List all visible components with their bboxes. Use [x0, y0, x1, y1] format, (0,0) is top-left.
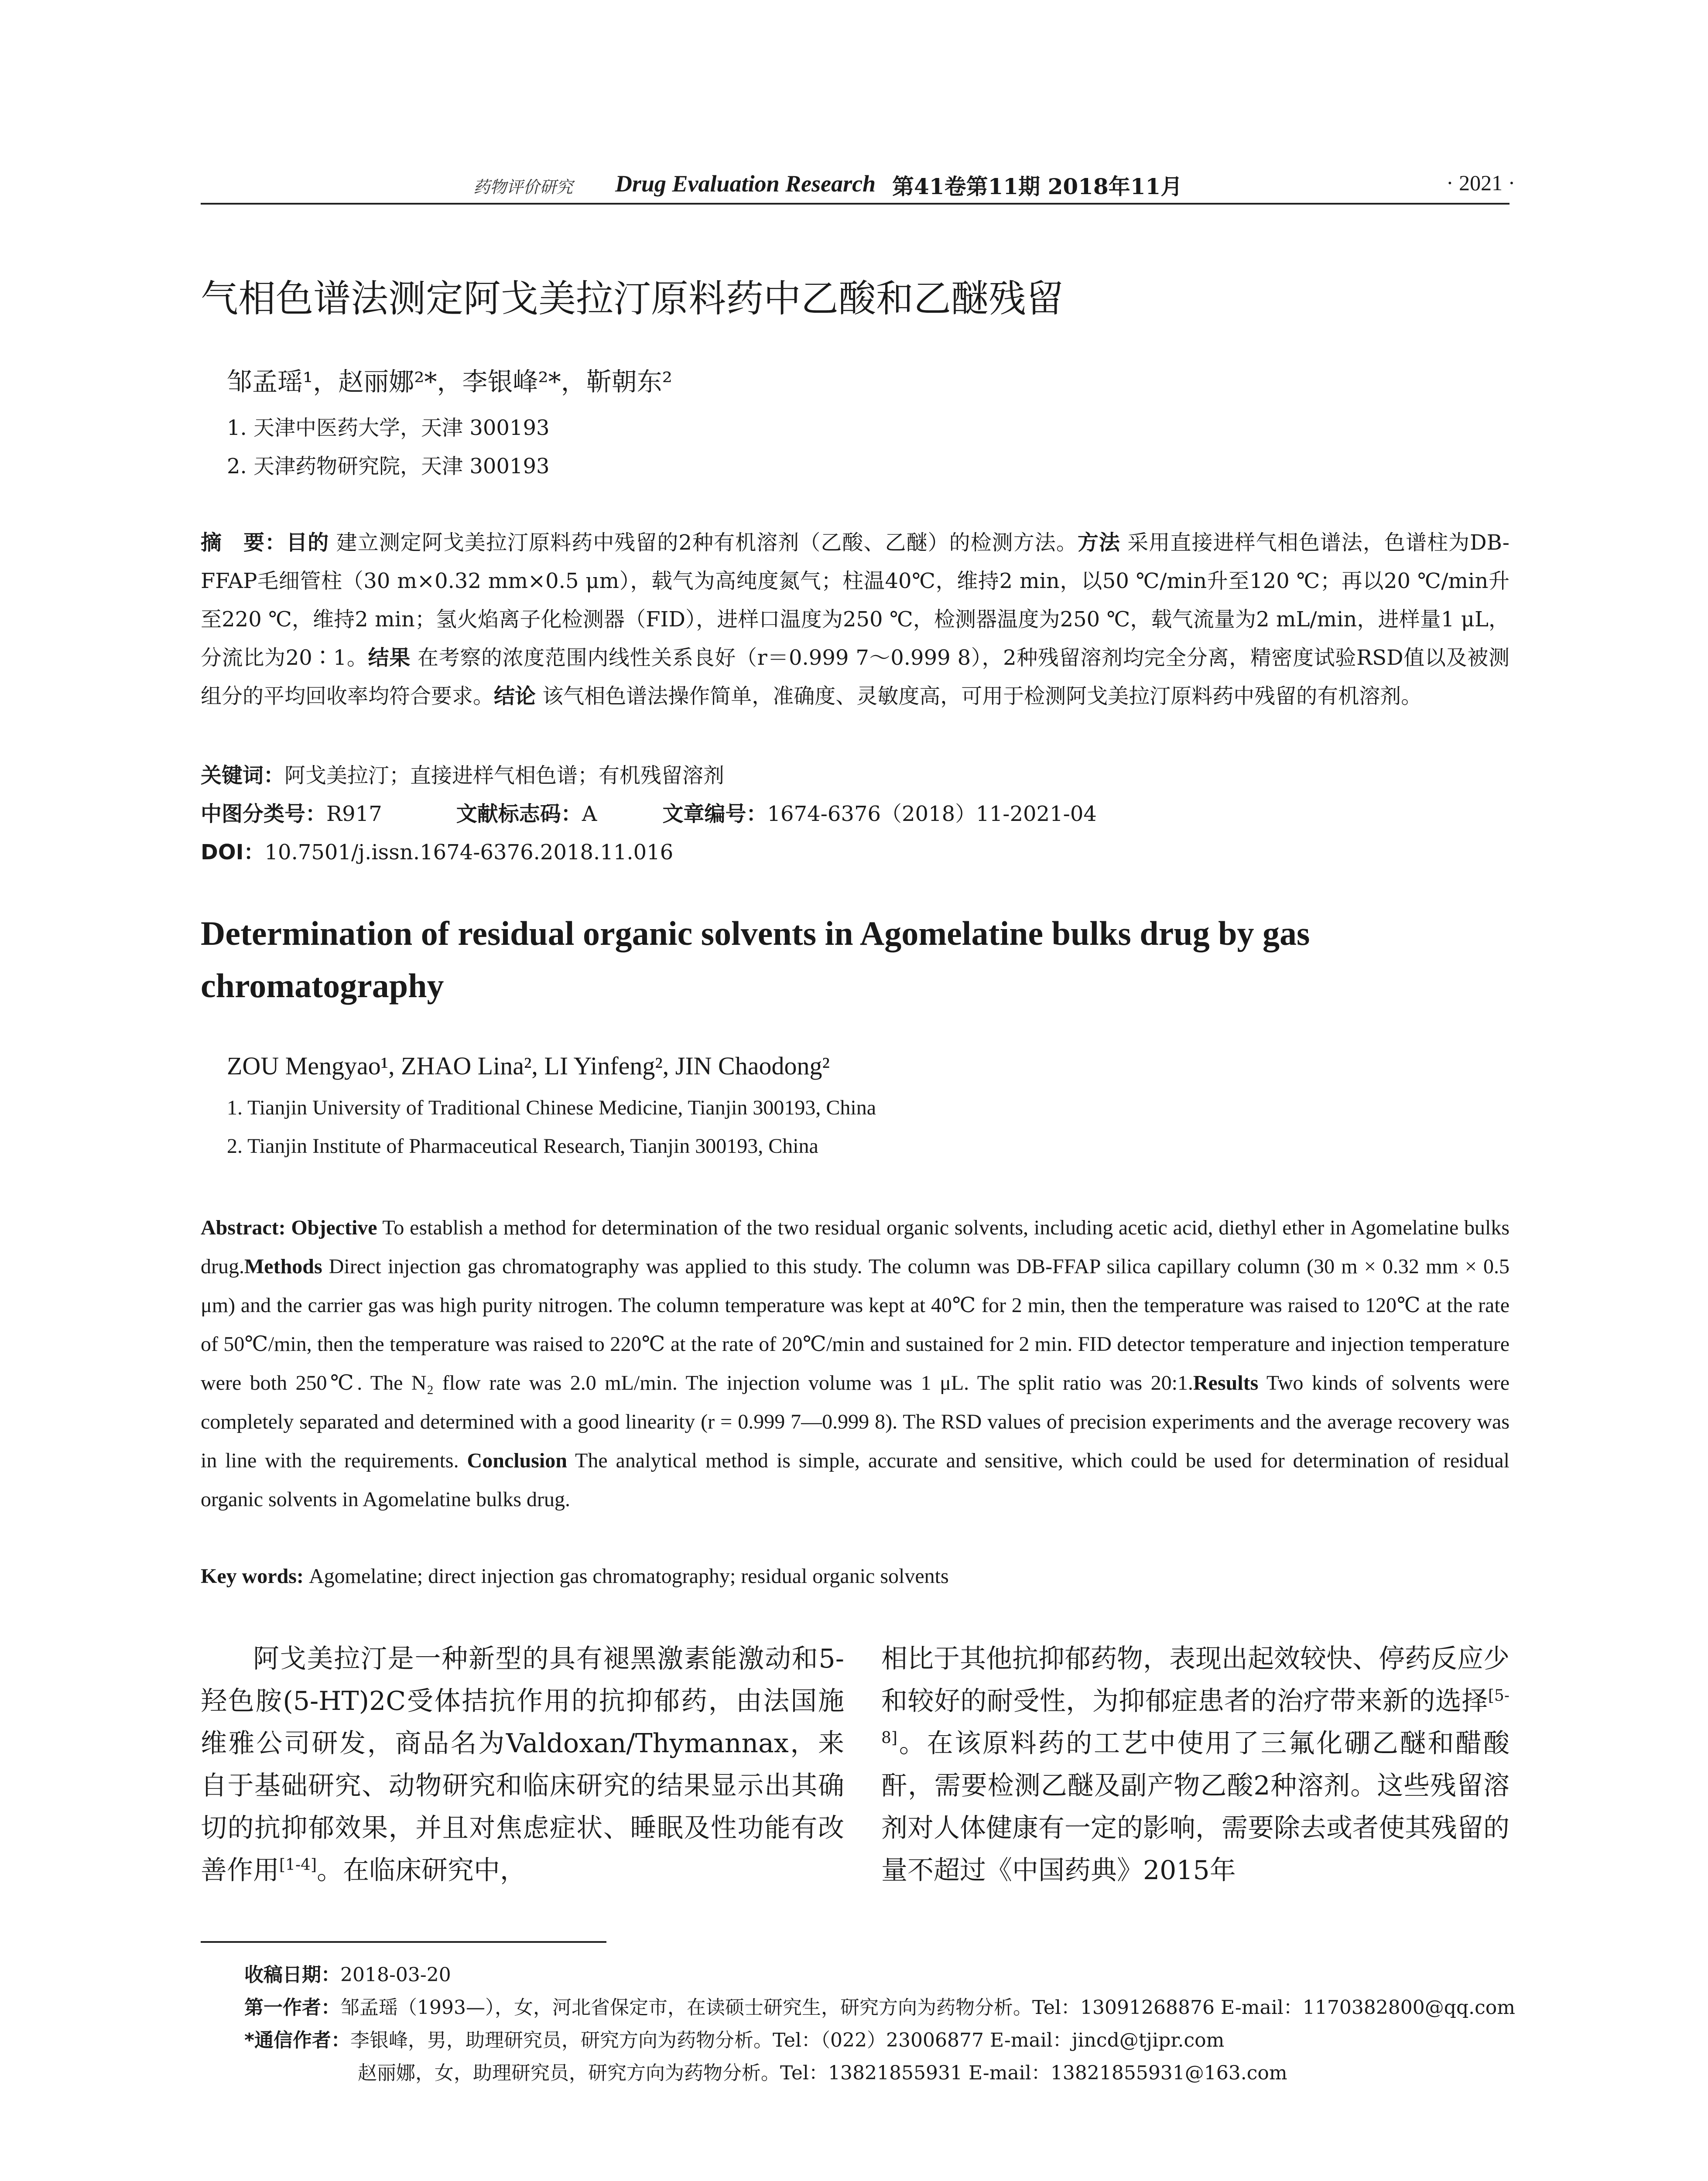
received-label: 收稿日期： [244, 1964, 340, 1986]
clc-value: R917 [326, 802, 382, 826]
clc-label: 中图分类号： [201, 802, 327, 826]
results-label-cn: 结果 [368, 646, 411, 670]
first-author-label: 第一作者： [244, 1996, 340, 2019]
methods-text-cn: 采用直接进样气相色谱法，色谱柱为DB-FFAP毛细管柱（30 m×0.32 mm×0.5 μm），载气为高纯度氮气；柱温40℃，维持2 min，以50 ℃/min升至120 ℃；再以20 ℃/min升至220 ℃，维持2 min；氢火焰离子化检测器（FID），进样口温度为250 ℃，检测器温度为250 ℃，载气流量为2 mL/min，进样量1 μL，分流比为20∶1。 [201, 530, 1509, 670]
doi-value: 10.7501/j.issn.1674-6376.2018.11.016 [264, 840, 674, 865]
issue-info: 第41卷第11期 2018年11月 [892, 174, 1183, 199]
doi-label: DOI： [201, 840, 265, 865]
results-text-cn: 在考察的浓度范围内线性关系良好（r＝0.999 7～0.999 8），2种残留溶剂均完全分离，精密度试验RSD值以及被测组分的平均回收率均符合要求。 [201, 646, 1509, 708]
authors-en: ZOU Mengyao¹, ZHAO Lina², LI Yinfeng², JIN Chaodong² [227, 1052, 830, 1080]
first-author-value: 邹孟瑶（1993—），女，河北省保定市，在读硕士研究生，研究方向为药物分析。Tel：13091268876 E-mail：1170382800@qq.com [340, 1996, 1515, 2019]
abstract-en-label: Abstract: [201, 1216, 291, 1239]
conclusion-text-cn: 该气相色谱法操作简单，准确度、灵敏度高，可用于检测阿戈美拉汀原料药中残留的有机溶剂。 [536, 684, 1422, 708]
footnote-corresponding-2: 赵丽娜，女，助理研究员，研究方向为药物分析。Tel：13821855931 E-mail：13821855931@163.com [358, 2062, 1287, 2084]
footnote-divider [201, 1941, 606, 1943]
article-no-label: 文章编号： [662, 802, 767, 826]
conclusion-label-en: Conclusion [467, 1449, 567, 1472]
methods-text-en: Direct injection gas chromatography was applied to this study. The column was DB-FFAP silica capillary column (30 m × 0.32 mm × 0.5 μm) and the carrier gas was high purity nitrogen. The column temperature was kept at 40℃ for 2 min, then the temperature was raised to 120℃ at the rate of 50℃/min, then the temperature was raised to 220℃ at the rate of 20℃/min and sustained for 2 min. FID detector temperature and injection temperature were both 250℃. The N₂ flow rate was 2.0 mL/min. The injection volume was 1 μL. The split ratio was 20:1. [201, 1255, 1509, 1395]
corresponding-1: 李银峰，男，助理研究员，研究方向为药物分析。Tel：（022）23006877 E-mail：jincd@tjipr.com [350, 2029, 1225, 2051]
keywords-en [201, 1557, 1509, 1596]
page-number: · 2021 · [1446, 171, 1516, 195]
header-divider [201, 203, 1509, 205]
affiliation-cn-1: 1. 天津中医药大学，天津 300193 [227, 416, 550, 440]
classification-row [201, 795, 1509, 833]
methods-label-cn: 方法 [1077, 530, 1120, 555]
citation-ref: [5-8] [881, 1687, 1509, 1747]
body-left-text: 阿戈美拉汀是一种新型的具有褪黑激素能激动和5-羟色胺(5-HT)2C受体拮抗作用的抗抑郁药，由法国施维雅公司研发，商品名为Valdoxan/Thymannax，来自于基础研究、动物研究和临床研究的结果显示出其确切的抗抑郁效果，并且对焦虑症状、睡眠及性功能有改善作用 [201, 1644, 844, 1886]
methods-label-en: Methods [244, 1255, 322, 1278]
footnote-corresponding [244, 2024, 1224, 2057]
affiliation-cn-2: 2. 天津药物研究院，天津 300193 [227, 454, 550, 479]
body-right-text: 相比于其他抗抑郁药物，表现出起效较快、停药反应少和较好的耐受性，为抑郁症患者的治疗带来新的选择 [881, 1644, 1509, 1716]
title-en: Determination of residual organic solvents in Agomelatine bulks drug by gas chromatography [201, 914, 1310, 1005]
affiliation-en-1: 1. Tianjin University of Traditional Chinese Medicine, Tianjin 300193, China [227, 1096, 876, 1119]
conclusion-text-en: The analytical method is simple, accurate and sensitive, which could be used for determination of residual organic solvents in Agomelatine bulks drug. [201, 1449, 1510, 1511]
objective-text-cn: 建立测定阿戈美拉汀原料药中残留的2种有机溶剂（乙酸、乙醚）的检测方法。 [329, 530, 1078, 555]
abstract-cn [201, 523, 1509, 715]
results-label-en: Results [1193, 1371, 1259, 1395]
body-column-right [881, 1638, 1509, 1892]
objective-text-en: To establish a method for determination of the two residual organic solvents, including acetic acid, diethyl ether in Agomelatine bulks drug. [201, 1216, 1509, 1278]
affiliation-en-2: 2. Tianjin Institute of Pharmaceutical Research, Tianjin 300193, China [227, 1135, 818, 1158]
received-value: 2018-03-20 [340, 1964, 451, 1986]
doc-code-label: 文献标志码： [456, 802, 582, 826]
keywords-cn-text: 阿戈美拉汀；直接进样气相色谱；有机残留溶剂 [284, 763, 725, 788]
keywords-en-label: Key words: [201, 1565, 309, 1588]
body-right-tail: 。在该原料药的工艺中使用了三氟化硼乙醚和醋酸酐，需要检测乙醚及副产物乙酸2种溶剂。这些残留溶剂对人体健康有一定的影响，需要除去或者使其残留的量不超过《中国药典》2015年 [881, 1728, 1509, 1886]
corresponding-label: *通信作者： [244, 2029, 351, 2051]
results-text-en: Two kinds of solvents were completely separated and determined with a good linearity (r = 0.999 7—0.999 8). The RSD values of precision experiments and the average recovery was in line with the requirements. [201, 1371, 1510, 1472]
doi-row [201, 833, 1509, 872]
body-left-tail: 。在临床研究中， [317, 1855, 527, 1886]
conclusion-label-cn: 结论 [494, 684, 536, 708]
citation-ref: [1-4] [279, 1856, 317, 1874]
footnote-first-author [244, 1991, 1515, 2024]
objective-label-cn: 目的 [286, 530, 329, 555]
keywords-en-text: Agomelatine; direct injection gas chromatography; residual organic solvents [308, 1565, 949, 1588]
abstract-en [201, 1208, 1509, 1519]
objective-label-en: Objective [291, 1216, 377, 1239]
keywords-cn-label: 关键词： [201, 763, 285, 788]
doc-code-value: A [582, 802, 597, 826]
body-column-left [201, 1638, 844, 1892]
authors-cn: 邹孟瑶¹，赵丽娜²*，李银峰²*，靳朝东² [227, 367, 673, 397]
journal-logo: 药物评价研究 [473, 178, 573, 197]
article-no-value: 1674-6376（2018）11-2021-04 [767, 802, 1097, 826]
abstract-cn-label: 摘 要： [201, 530, 287, 555]
keywords-cn [201, 756, 1509, 795]
journal-name: Drug Evaluation Research [615, 171, 876, 197]
footnote-received [244, 1959, 451, 1991]
title-cn: 气相色谱法测定阿戈美拉汀原料药中乙酸和乙醚残留 [201, 277, 1064, 321]
